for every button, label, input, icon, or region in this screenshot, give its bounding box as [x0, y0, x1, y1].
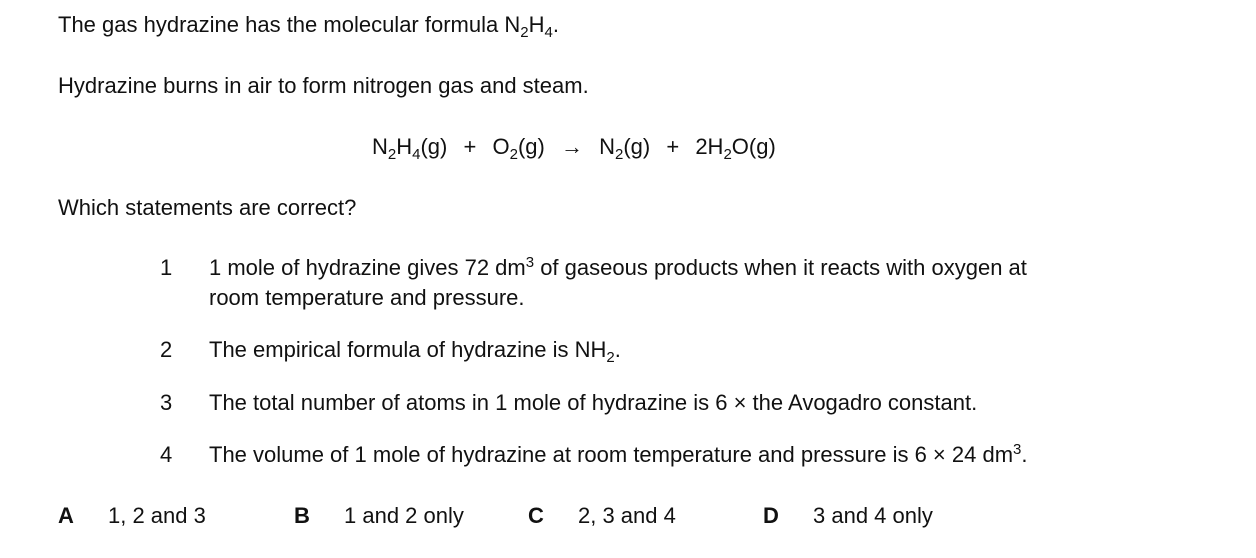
chemical-equation	[372, 134, 776, 163]
statement-number: 1	[160, 255, 173, 280]
subscript: 2	[723, 146, 732, 163]
equation-term: (g)	[623, 134, 651, 159]
reaction-arrow: →	[560, 134, 583, 159]
statement-text	[209, 337, 621, 366]
equation-term: (g)	[517, 134, 545, 159]
option-letter: A	[58, 503, 74, 528]
intro-text: The gas hydrazine has the molecular formula N	[58, 12, 521, 37]
option-text: 3 and 4 only	[813, 503, 933, 528]
option-letter: C	[528, 503, 544, 528]
intro-text: H	[528, 12, 545, 37]
statement-text: The total number of atoms in 1 mole of hydrazine is 6 × the Avogadro constant.	[209, 390, 978, 415]
statement-number: 3	[160, 390, 173, 415]
intro-formula-line	[58, 12, 559, 41]
statement-text-continued: room temperature and pressure.	[209, 285, 525, 310]
statement-text-part: The empirical formula of hydrazine is NH	[209, 337, 607, 362]
subscript: 4	[412, 146, 421, 163]
subscript: 4	[544, 24, 553, 41]
equation-term: 2H	[695, 134, 724, 159]
statement-text-part: .	[1021, 442, 1028, 467]
statement-text-part: 1 mole of hydrazine gives 72 dm	[209, 255, 526, 280]
equation-term: O(g)	[731, 134, 776, 159]
statement-text-part: of gaseous products when it reacts with oxygen at	[534, 255, 1027, 280]
subscript: 2	[520, 24, 529, 41]
superscript: 3	[1013, 441, 1022, 458]
equation-term: N	[599, 134, 615, 159]
subscript: 2	[606, 349, 615, 366]
option-text: 1 and 2 only	[344, 503, 464, 528]
intro-reaction-line: Hydrazine burns in air to form nitrogen gas and steam.	[58, 73, 589, 98]
option-letter: D	[763, 503, 779, 528]
plus-sign: +	[463, 134, 477, 159]
option-text: 1, 2 and 3	[108, 503, 206, 528]
equation-term: N	[372, 134, 388, 159]
statement-text-part: The volume of 1 mole of hydrazine at room temperature and pressure is 6 × 24 dm	[209, 442, 1014, 467]
question-prompt: Which statements are correct?	[58, 195, 357, 220]
equation-term: (g)	[420, 134, 448, 159]
subscript: 2	[614, 146, 624, 163]
intro-text: .	[552, 12, 559, 37]
statement-number: 4	[160, 442, 173, 467]
subscript: 2	[387, 146, 397, 163]
plus-sign: +	[666, 134, 680, 159]
equation-term: H	[396, 134, 413, 159]
statement-text	[209, 442, 1028, 468]
option-letter: B	[294, 503, 310, 528]
subscript: 2	[509, 146, 518, 163]
statement-text	[209, 255, 1027, 281]
superscript: 3	[525, 254, 535, 271]
statement-text-part: .	[614, 337, 621, 362]
statement-number: 2	[160, 337, 173, 362]
option-text: 2, 3 and 4	[578, 503, 676, 528]
equation-term: O	[492, 134, 510, 159]
